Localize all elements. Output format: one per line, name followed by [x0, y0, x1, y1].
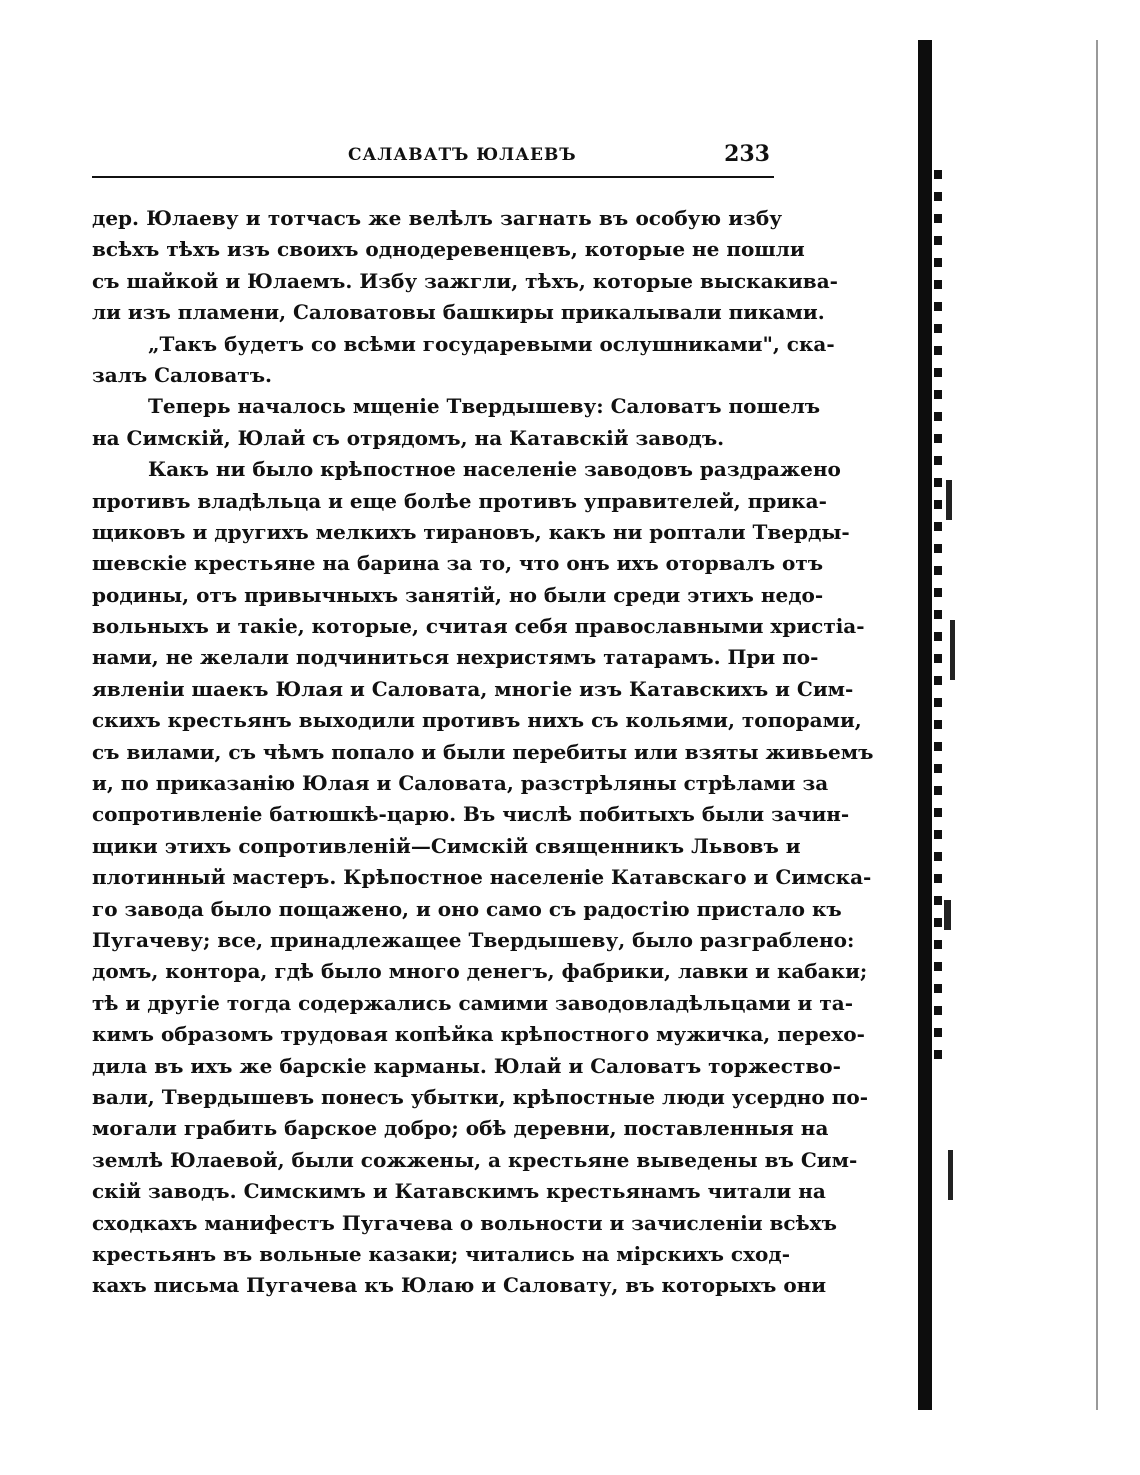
text-line: тѣ и другіе тогда содержались самими заводовладѣльцами и та-	[92, 990, 853, 1015]
text-line: могали грабить барское добро; обѣ деревни, поставленныя на	[92, 1116, 829, 1141]
text-line: явленіи шаекъ Юлая и Саловата, многіе изъ Катавскихъ и Сим-	[92, 676, 854, 701]
text-line: сопротивленіе батюшкѣ-царю. Въ числѣ побитыхъ были зачин-	[92, 802, 850, 827]
text-line: шевскіе крестьяне на барина за то, что онъ ихъ оторвалъ отъ	[92, 551, 824, 576]
scan-binding-noise	[934, 170, 942, 1070]
text-line: съ вилами, съ чѣмъ попало и были перебиты или взяты живьемъ	[92, 739, 874, 764]
text-line: ли изъ пламени, Саловатовы башкиры прикалывали пиками.	[92, 300, 825, 325]
text-line: съ шайкой и Юлаемъ. Избу зажгли, тѣхъ, которые выскакива-	[92, 268, 838, 293]
text-line: нами, не желали подчиниться нехристямъ татарамъ. При по-	[92, 645, 819, 670]
text-line: щиковъ и другихъ мелкихъ тирановъ, какъ ни роптали Тверды-	[92, 519, 850, 544]
text-line: родины, отъ привычныхъ занятій, но были среди этихъ недо-	[92, 582, 824, 607]
text-line: залъ Саловатъ.	[92, 362, 272, 387]
text-line: землѣ Юлаевой, были сожжены, а крестьяне выведены въ Сим-	[92, 1147, 858, 1172]
text-line: скихъ крестьянъ выходили противъ нихъ съ кольями, топорами,	[92, 708, 862, 733]
body-text	[92, 203, 874, 1302]
text-line: противъ владѣльца и еще болѣе противъ управителей, прика-	[92, 488, 827, 513]
scan-page-edge	[1096, 40, 1098, 1410]
text-line: „Такъ будетъ со всѣми государевыми ослушниками", ска-	[148, 331, 835, 356]
text-line: сходкахъ манифестъ Пугачева о вольности и зачисленіи всѣхъ	[92, 1210, 837, 1235]
text-line: кахъ письма Пугачева къ Юлаю и Саловату, въ которыхъ они	[92, 1273, 827, 1298]
text-line: и, по приказанію Юлая и Саловата, разстрѣляны стрѣлами за	[92, 771, 829, 796]
header-rule	[92, 176, 774, 178]
text-line: всѣхъ тѣхъ изъ своихъ однодеревенцевъ, которые не пошли	[92, 237, 805, 262]
text-line: вольныхъ и такіе, которые, считая себя православными христіа-	[92, 614, 865, 639]
text-line: Пугачеву; все, принадлежащее Твердышеву, было разграблено:	[92, 927, 855, 952]
running-header	[92, 141, 774, 169]
text-line: плотинный мастеръ. Крѣпостное населеніе Катавскаго и Симска-	[92, 865, 872, 890]
text-line: скій заводъ. Симскимъ и Катавскимъ крестьянамъ читали на	[92, 1179, 826, 1204]
scan-speck	[950, 620, 955, 680]
scan-binding-shadow	[918, 40, 932, 1410]
text-line: крестьянъ въ вольные казаки; читались на мірскихъ сход-	[92, 1241, 790, 1266]
text-line: Теперь началось мщеніе Твердышеву: Саловатъ пошелъ	[148, 394, 821, 419]
text-line: щики этихъ сопротивленій—Симскій священникъ Львовъ и	[92, 833, 801, 858]
text-line: Какъ ни было крѣпостное населеніе заводовъ раздражено	[148, 457, 841, 482]
scan-speck	[946, 480, 952, 520]
text-line: дер. Юлаеву и тотчасъ же велѣлъ загнать въ особую избу	[92, 206, 782, 230]
text-line: на Симскій, Юлай съ отрядомъ, на Катавскій заводъ.	[92, 425, 725, 450]
scan-speck	[944, 900, 951, 930]
text-line: вали, Твердышевъ понесъ убытки, крѣпостные люди усердно по-	[92, 1084, 869, 1109]
running-title: САЛАВАТЪ ЮЛАЕВЪ	[348, 145, 577, 165]
scan-speck	[948, 1150, 953, 1200]
text-line: дила въ ихъ же барскіе карманы. Юлай и Саловатъ торжество-	[92, 1053, 841, 1078]
text-line: кимъ образомъ трудовая копѣйка крѣпостного мужичка, перехо-	[92, 1022, 865, 1047]
page-number: 233	[724, 141, 770, 167]
text-line: го завода было пощажено, и оно само съ радостію пристало къ	[92, 896, 842, 921]
text-line: домъ, контора, гдѣ было много денегъ, фабрики, лавки и кабаки;	[92, 959, 868, 984]
